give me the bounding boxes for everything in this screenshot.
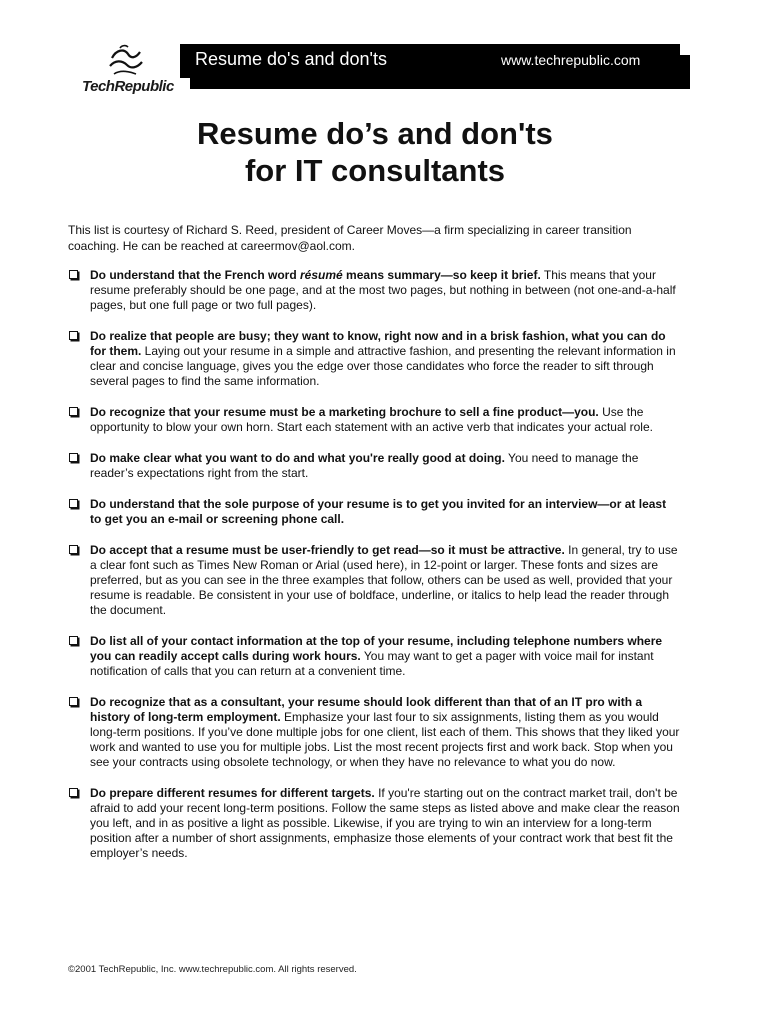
item-lead: Do make clear what you want to do and what you're really good at doing.: [90, 451, 505, 465]
header-banner: [180, 44, 680, 78]
intro-paragraph: This list is courtesy of Richard S. Reed, president of Career Moves—a firm specializing in career transition coaching. He can be reached at careermov@aol.com.: [68, 223, 632, 253]
checklist: [68, 268, 680, 877]
banner-title: Resume do's and don'ts: [195, 49, 387, 69]
list-item: [68, 329, 680, 389]
item-body: You need to manage the reader’s expectations right from the start.: [90, 451, 639, 480]
item-lead-italic: résumé: [300, 268, 343, 282]
checkbox-icon: [69, 545, 78, 554]
list-item: [68, 695, 680, 770]
techrepublic-logo: [82, 44, 182, 100]
item-body: If you're starting out on the contract market trail, don't be afraid to add your recent long-term positions. Follow the same steps as listed above and make clear the reason you left, and in as positive a light as possible. Likewise, if you are trying to win an interview for a long-term position after a number of short assignments, emphasize those elements of your contract work that best fit the employer’s needs.: [90, 786, 680, 860]
checkbox-icon: [69, 453, 78, 462]
checkbox-icon: [69, 697, 78, 706]
checkbox-icon: [69, 331, 78, 340]
logo-text-tech: Tech: [82, 78, 115, 95]
item-lead-part: means summary—so keep it brief.: [342, 268, 541, 282]
list-item: [68, 405, 680, 435]
techrepublic-swirl-icon: [106, 44, 146, 78]
item-lead: Do prepare different resumes for different targets.: [90, 786, 375, 800]
checkbox-icon: [69, 499, 78, 508]
document-title: [90, 115, 660, 189]
list-item: [68, 786, 680, 861]
item-lead: Do understand that the sole purpose of your resume is to get you invited for an interview—or at least to get you an e-mail or screening phone call.: [90, 497, 667, 526]
item-lead: Do realize that people are busy; they want to know, right now and in a brisk fashion, what you can do for them.: [90, 329, 666, 358]
item-body: Use the opportunity to blow your own horn. Start each statement with an active verb that indicates your actual role.: [90, 405, 653, 434]
item-body: Emphasize your last four to six assignments, listing them as you would long-term positions. If you’ve done multiple jobs for one client, list each of them. This shows that they liked your work and wanted to use you for multiple jobs. List the most recent projects first and work back. Stop when you see your contracts using obsolete technology, or when they have no relevance to what you do now.: [90, 710, 680, 769]
item-lead: Do list all of your contact information at the top of your resume, including telephone numbers where you can readily accept calls during work hours.: [90, 634, 663, 663]
list-item: [68, 634, 680, 679]
item-lead-part: Do understand that the French word: [90, 268, 301, 282]
logo-wordmark: [82, 78, 174, 95]
list-item: [68, 451, 680, 481]
item-lead: Do recognize that as a consultant, your resume should look different than that of an IT pro with a history of long-term employment.: [90, 695, 643, 724]
checkbox-icon: [69, 636, 78, 645]
list-item: [68, 543, 680, 618]
item-body: Laying out your resume in a simple and attractive fashion, and presenting the relevant information in clear and concise language, gives you the edge over those candidates who force the reader to sift through several pages to find the same information.: [90, 344, 676, 388]
banner-url-link[interactable]: www.techrepublic.com: [501, 52, 641, 68]
item-lead: Do accept that a resume must be user-friendly to get read—so it must be attractive.: [90, 543, 565, 557]
list-item: [68, 497, 680, 527]
item-lead: Do recognize that your resume must be a marketing brochure to sell a fine product—you.: [90, 405, 599, 419]
list-item: [68, 268, 680, 313]
title-line-2: for IT consultants: [244, 153, 506, 188]
item-body: This means that your resume preferably should be one page, and at the most two pages, but nothing in between (not one-and-a-half pages, but one full page or two full pages).: [90, 268, 676, 312]
checkbox-icon: [69, 788, 78, 797]
copyright-footer: ©2001 TechRepublic, Inc. www.techrepublic.com. All rights reserved.: [68, 964, 357, 975]
checkbox-icon: [69, 407, 78, 416]
item-body: In general, try to use a clear font such as Times New Roman or Arial (used here), in 12-point or larger. These fonts and sizes are preferred, but as you can see in the three examples that follow, others can be used as well, provided that your resume is readable. Be consistent in your use of boldface, underline, or italics to help lead the reader through the document.: [90, 543, 678, 617]
title-line-1: Resume do’s and don'ts: [197, 116, 553, 151]
item-body: You may want to get a pager with voice mail for instant notification of calls that you can return at a convenient time.: [90, 649, 654, 678]
checkbox-icon: [69, 270, 78, 279]
logo-text-republic: Republic: [114, 78, 174, 95]
